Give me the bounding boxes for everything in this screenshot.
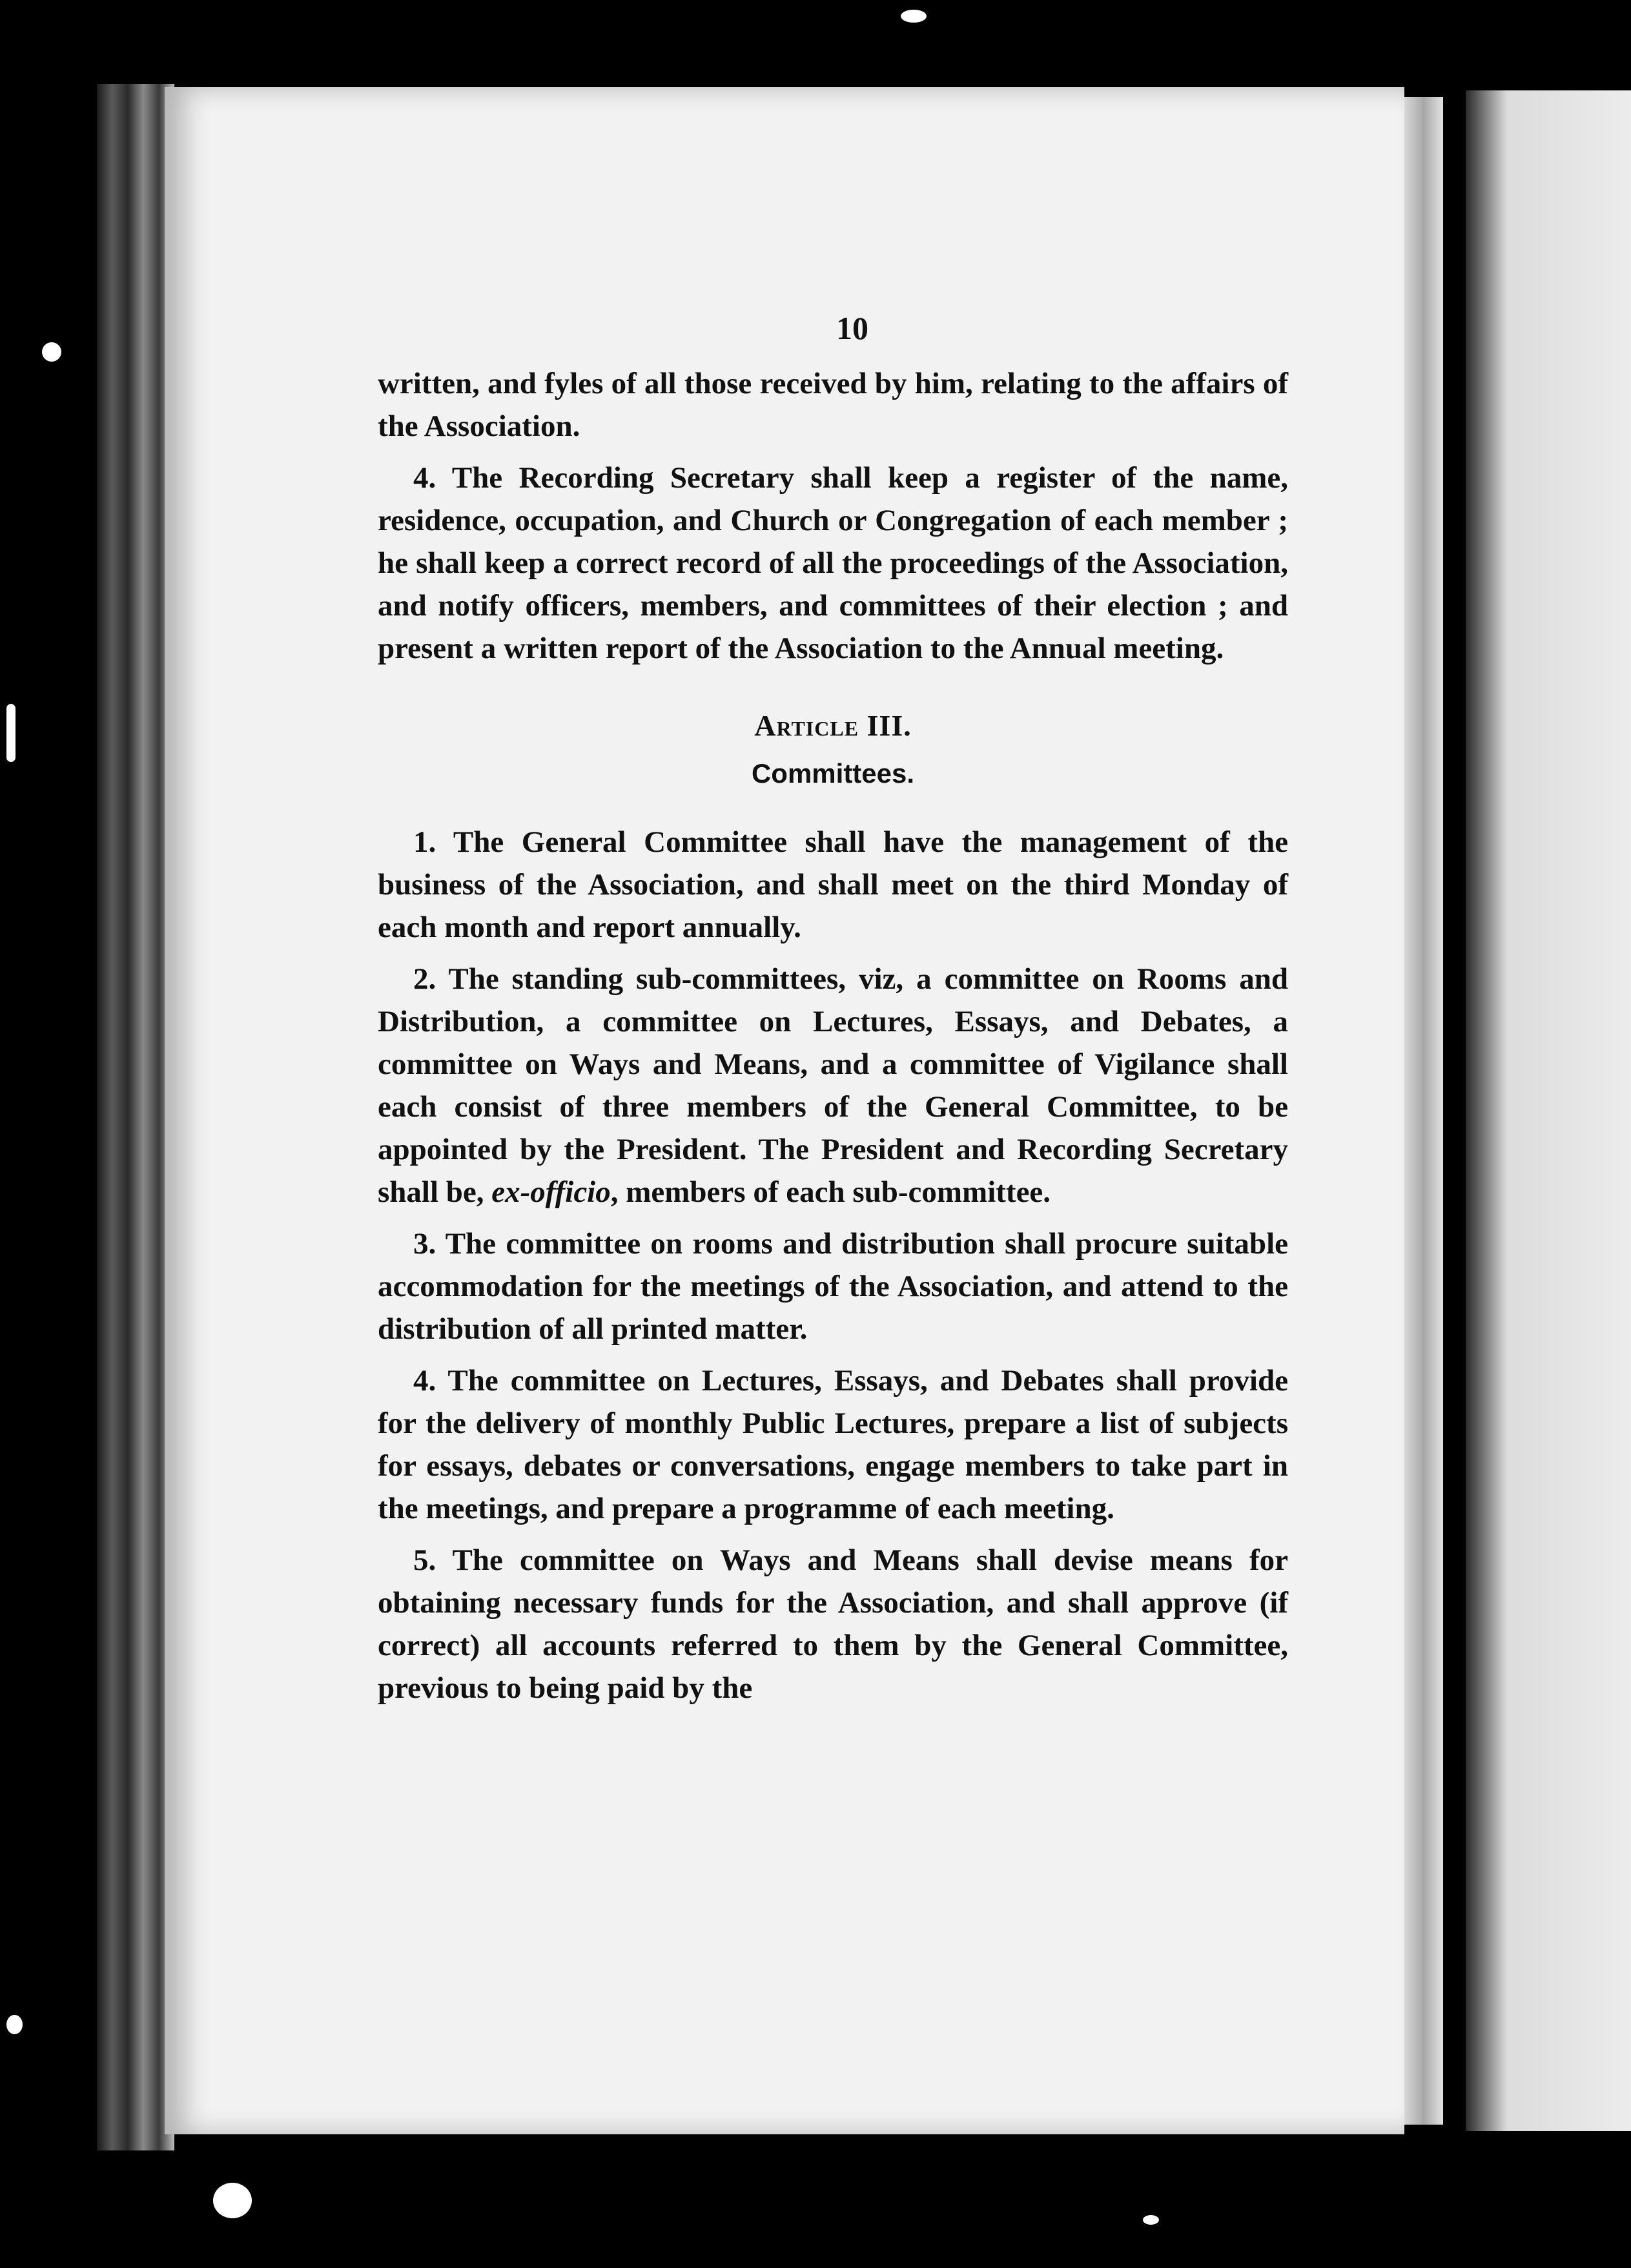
page-text-block — [378, 307, 1288, 1718]
paragraph-ways-means-committee: 5. The committee on Ways and Means shall devise means for obtaining necessary funds for the Association, and shall approve (if correct) all accounts referred to them by the General Committee, previous to being paid by the — [378, 1543, 1288, 1705]
section-heading: Committees. — [751, 758, 915, 789]
ex-officio-italic: ex-officio — [491, 1175, 611, 1209]
page-number: 10 — [836, 310, 868, 346]
scan-speck — [6, 2015, 23, 2034]
scan-speck — [42, 342, 61, 362]
paragraph-standing-subcommittees — [378, 958, 1288, 1213]
scan-speck — [213, 2183, 252, 2218]
scan-speck — [1143, 2215, 1159, 2225]
book-binding — [97, 84, 174, 2150]
paragraph-continuation: written, and fyles of all those received by him, relating to the affairs of the Association. — [378, 367, 1288, 443]
paragraph-rooms-committee: 3. The committee on rooms and distribution shall procure suitable accommodation for the meetings of the Association, and attend to the distribution of all printed matter. — [378, 1227, 1288, 1346]
scan-speck — [6, 704, 15, 762]
scan-speck — [901, 10, 927, 23]
article-heading: Article III. — [754, 709, 912, 742]
paragraph-lectures-committee: 4. The committee on Lectures, Essays, and Debates shall provide for the delivery of monthly Public Lectures, prepare a list of subjects for essays, debates or conversations, engage members to take part in the meetings, and prepare a programme of each meeting. — [378, 1364, 1288, 1525]
paragraph-recording-secretary: 4. The Recording Secretary shall keep a register of the name, residence, occupation, and Church or Congregation of each member ; he shall keep a correct record of all the proceedings of the Association, and notify officers, members, and committees of their election ; and present a written report of the Association to the Annual meeting. — [378, 461, 1288, 665]
adjacent-page-edge — [1466, 90, 1631, 2131]
paragraph-text: , members of each sub-committee. — [610, 1175, 1051, 1209]
page-gutter — [1404, 97, 1443, 2125]
paragraph-text: 2. The standing sub-committees, viz, a committee on Rooms and Distribution, a committee on Lectures, Essays, and Debates, a committee on Ways and Means, and a committee of Vigilance shall each consist of three members of the General Committee, to be appointed by the President. The President and Recording Secretary shall be, — [378, 962, 1288, 1209]
paragraph-general-committee: 1. The General Committee shall have the management of the business of the Association, and shall meet on the third Monday of each month and report annually. — [378, 825, 1288, 944]
